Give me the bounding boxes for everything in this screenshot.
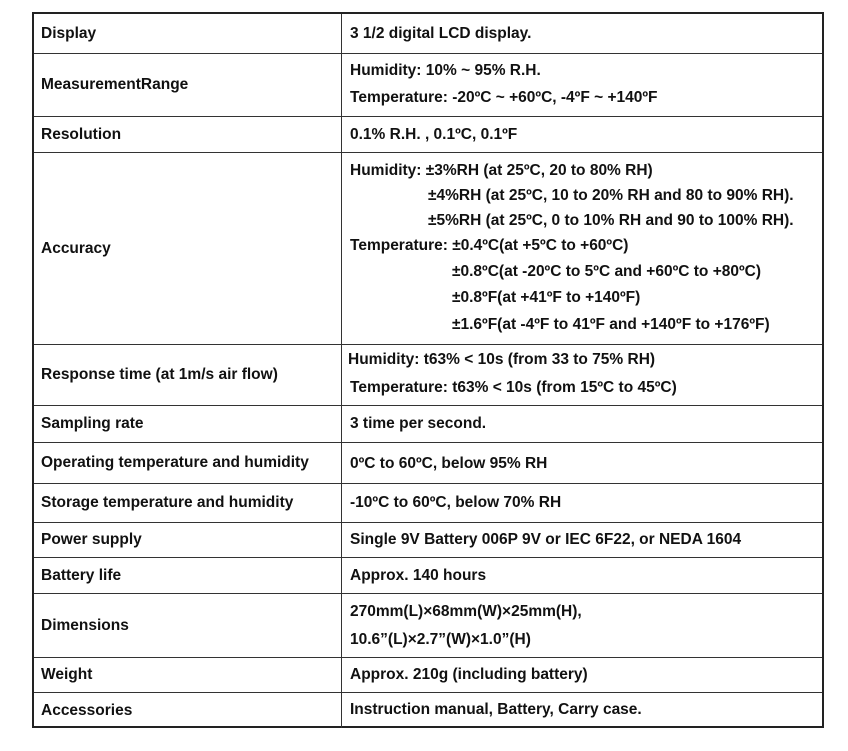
- value-line: 3 time per second.: [350, 415, 487, 432]
- value-line: Temperature: ±0.4ºC(at +5ºC to +60ºC): [350, 237, 629, 254]
- row-value: [342, 153, 822, 344]
- table-row: [34, 14, 822, 54]
- table-row: [34, 153, 822, 345]
- table-row: [34, 693, 822, 728]
- row-label: Power supply: [34, 523, 342, 557]
- row-label: Accessories: [34, 693, 342, 728]
- row-value: [342, 54, 822, 116]
- row-label: Dimensions: [34, 594, 342, 657]
- value-line: 3 1/2 digital LCD display.: [350, 25, 532, 42]
- row-value: [342, 14, 822, 53]
- table-row: [34, 658, 822, 693]
- value-line: ±0.8ºF(at +41ºF to +140ºF): [452, 289, 641, 306]
- value-line: ±1.6ºF(at -4ºF to 41ºF and +140ºF to +176ºF): [452, 316, 770, 333]
- row-value: [342, 484, 822, 522]
- value-line: Humidity: ±3%RH (at 25ºC, 20 to 80% RH): [350, 162, 653, 179]
- row-value: [342, 117, 822, 152]
- row-label: MeasurementRange: [34, 54, 342, 116]
- table-row: [34, 117, 822, 153]
- row-value: [342, 658, 822, 692]
- row-label: Battery life: [34, 558, 342, 593]
- value-line: -10ºC to 60ºC, below 70% RH: [350, 494, 562, 511]
- row-value: [342, 558, 822, 593]
- row-value: [342, 345, 822, 405]
- row-label: Sampling rate: [34, 406, 342, 442]
- table-row: [34, 523, 822, 558]
- row-value: [342, 406, 822, 442]
- table-row: [34, 54, 822, 117]
- value-line: 10.6”(L)×2.7”(W)×1.0”(H): [350, 631, 531, 648]
- value-line: Approx. 210g (including battery): [350, 666, 588, 683]
- value-line: Instruction manual, Battery, Carry case.: [350, 701, 642, 718]
- value-line: Temperature: -20ºC ~ +60ºC, -4ºF ~ +140ºF: [350, 89, 658, 106]
- value-line: 270mm(L)×68mm(W)×25mm(H),: [350, 603, 582, 620]
- row-label: Display: [34, 14, 342, 53]
- table-row: [34, 443, 822, 484]
- spec-table: [32, 12, 824, 728]
- value-line: Humidity: t63% < 10s (from 33 to 75% RH): [348, 351, 656, 368]
- value-line: Humidity: 10% ~ 95% R.H.: [350, 62, 541, 79]
- row-label: Response time (at 1m/s air flow): [34, 345, 342, 405]
- row-value: [342, 693, 822, 728]
- value-line: Single 9V Battery 006P 9V or IEC 6F22, or NEDA 1604: [350, 531, 742, 548]
- value-line: ±4%RH (at 25ºC, 10 to 20% RH and 80 to 90% RH).: [428, 187, 794, 204]
- table-row: [34, 594, 822, 658]
- row-value: [342, 523, 822, 557]
- row-label: Operating temperature and humidity: [34, 443, 342, 483]
- table-row: [34, 406, 822, 443]
- table-row: [34, 345, 822, 406]
- row-label: Weight: [34, 658, 342, 692]
- value-line: ±0.8ºC(at -20ºC to 5ºC and +60ºC to +80ºC): [452, 263, 762, 280]
- value-line: 0.1% R.H. , 0.1ºC, 0.1ºF: [350, 126, 518, 143]
- row-value: [342, 443, 822, 483]
- value-line: Temperature: t63% < 10s (from 15ºC to 45ºC): [350, 379, 677, 396]
- table-row: [34, 484, 822, 523]
- row-label: Accuracy: [34, 153, 342, 344]
- table-row: [34, 558, 822, 594]
- value-line: 0ºC to 60ºC, below 95% RH: [350, 455, 548, 472]
- value-line: Approx. 140 hours: [350, 567, 487, 584]
- value-line: ±5%RH (at 25ºC, 0 to 10% RH and 90 to 100% RH).: [428, 212, 794, 229]
- row-label: Resolution: [34, 117, 342, 152]
- row-label: Storage temperature and humidity: [34, 484, 342, 522]
- row-value: [342, 594, 822, 657]
